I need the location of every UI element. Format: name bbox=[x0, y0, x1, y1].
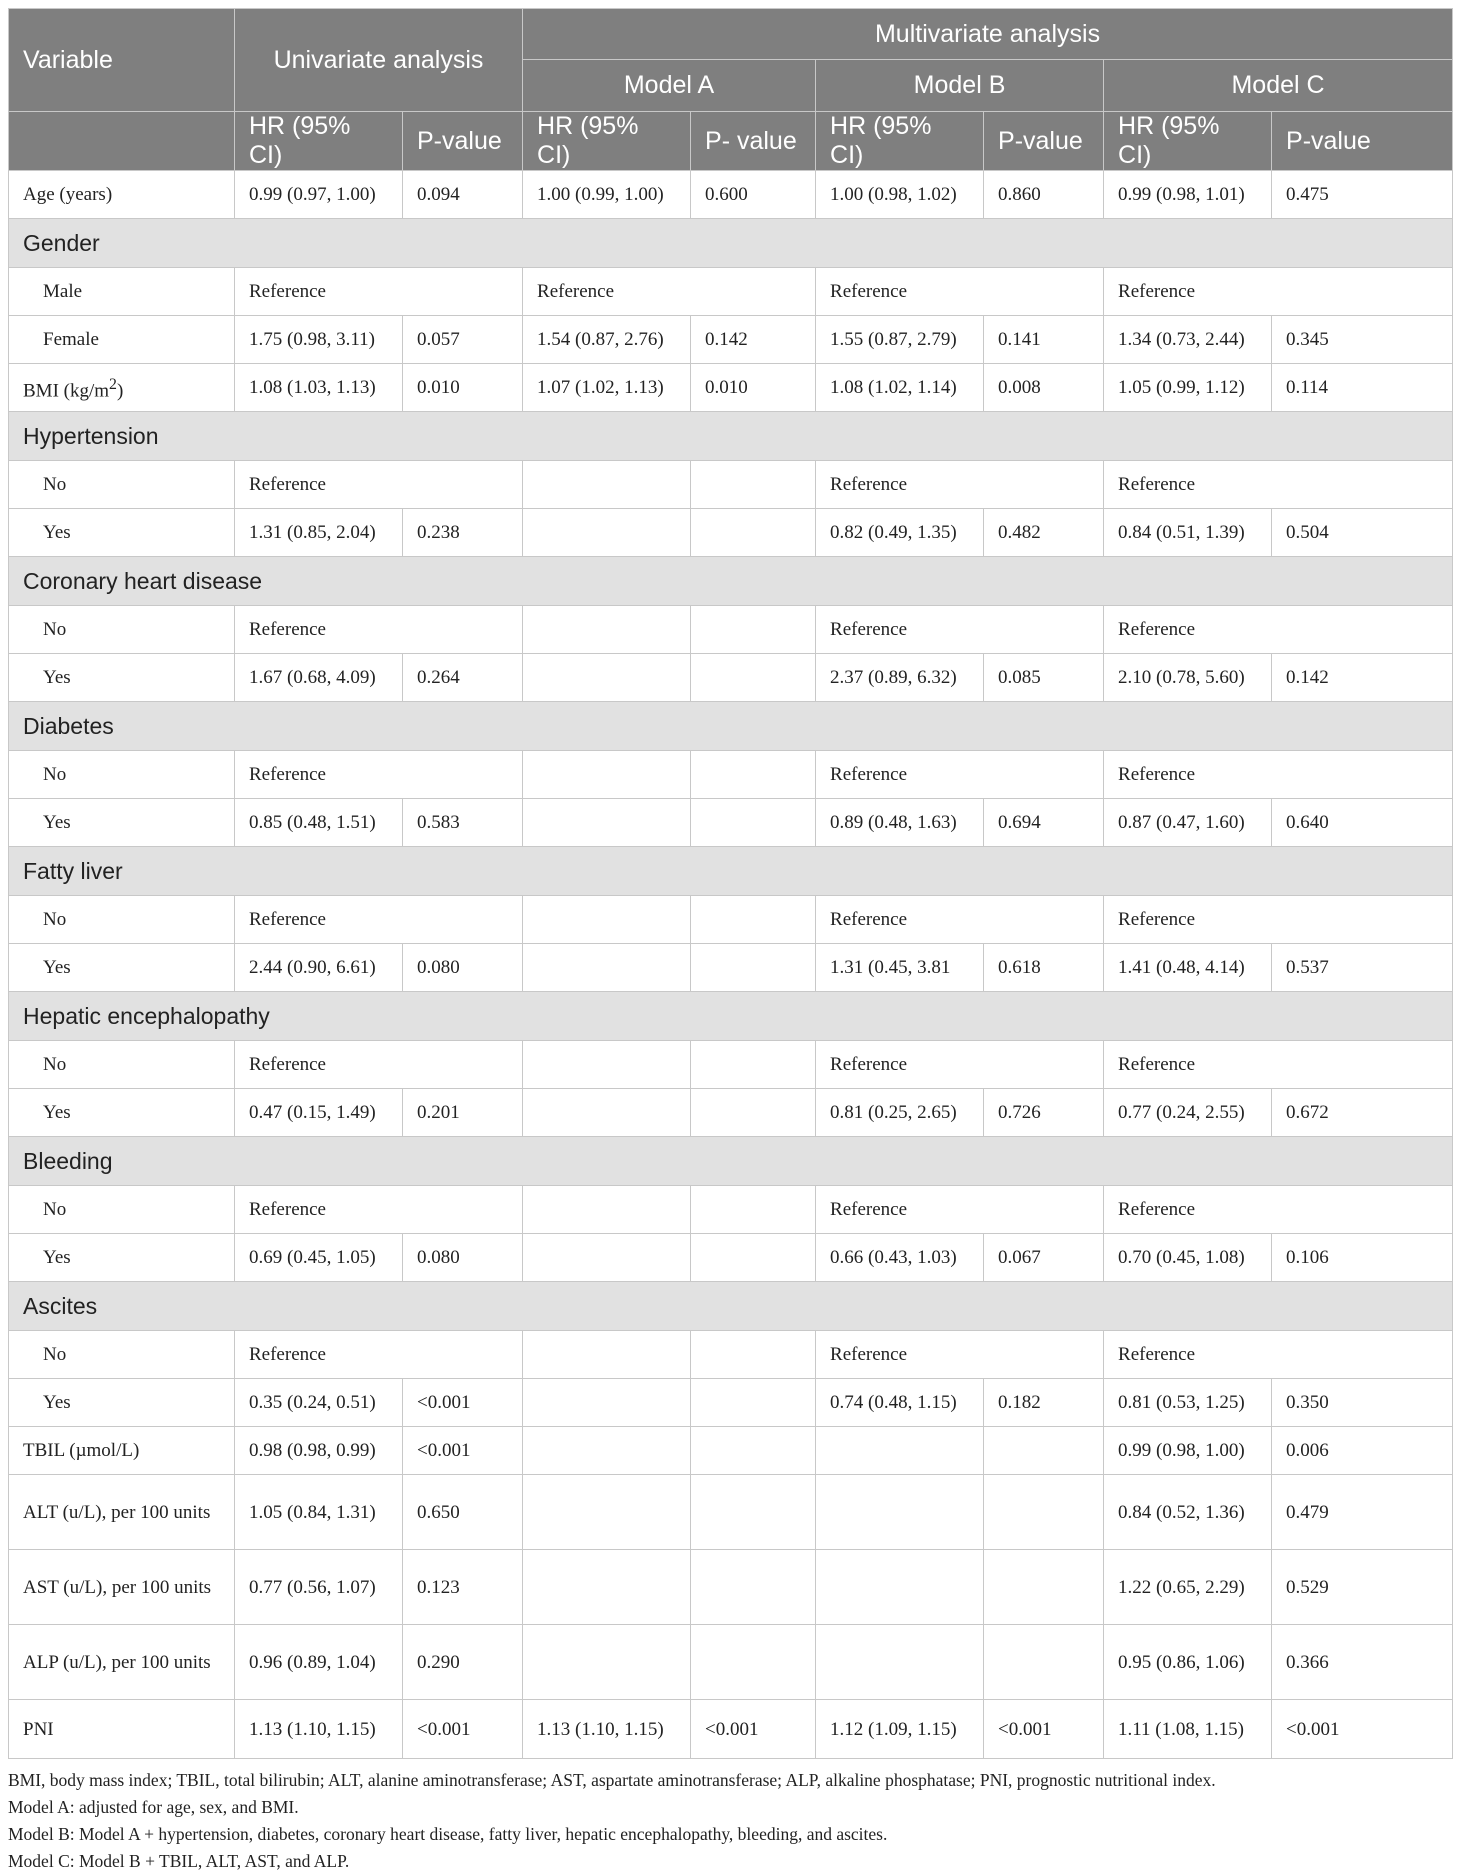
cell: 0.479 bbox=[1272, 1475, 1453, 1550]
cell bbox=[816, 1625, 984, 1700]
cell: 0.475 bbox=[1272, 171, 1453, 219]
table-row bbox=[9, 364, 1453, 412]
cell: Reference bbox=[235, 268, 523, 316]
cell: 0.080 bbox=[403, 1234, 523, 1282]
cell: 0.182 bbox=[984, 1379, 1104, 1427]
cell: 1.05 (0.84, 1.31) bbox=[235, 1475, 403, 1550]
cell-label: No bbox=[9, 751, 235, 799]
group-row bbox=[9, 702, 1453, 751]
cell-label: TBIL (µmol/L) bbox=[9, 1427, 235, 1475]
cell bbox=[523, 944, 691, 992]
cell bbox=[523, 1234, 691, 1282]
cell: 0.006 bbox=[1272, 1427, 1453, 1475]
cell bbox=[691, 654, 816, 702]
cell: 0.106 bbox=[1272, 1234, 1453, 1282]
cell: 0.82 (0.49, 1.35) bbox=[816, 509, 984, 557]
group-label: Bleeding bbox=[9, 1137, 1453, 1186]
cell: 0.010 bbox=[691, 364, 816, 412]
cell-label: Female bbox=[9, 316, 235, 364]
table-row bbox=[9, 268, 1453, 316]
cell-label: Yes bbox=[9, 654, 235, 702]
table-row bbox=[9, 461, 1453, 509]
cell bbox=[691, 1475, 816, 1550]
cell: Reference bbox=[235, 896, 523, 944]
cell: Reference bbox=[816, 896, 1104, 944]
cell bbox=[984, 1625, 1104, 1700]
cell bbox=[523, 606, 691, 654]
cell: 0.77 (0.24, 2.55) bbox=[1104, 1089, 1272, 1137]
cell: 1.12 (1.09, 1.15) bbox=[816, 1700, 984, 1759]
cell-label: Yes bbox=[9, 1234, 235, 1282]
group-row bbox=[9, 219, 1453, 268]
cell bbox=[691, 751, 816, 799]
table-row bbox=[9, 509, 1453, 557]
cell bbox=[984, 1550, 1104, 1625]
cell-label: Yes bbox=[9, 1089, 235, 1137]
cell bbox=[523, 1186, 691, 1234]
cell: Reference bbox=[1104, 1041, 1453, 1089]
cell: 0.89 (0.48, 1.63) bbox=[816, 799, 984, 847]
cell: 0.74 (0.48, 1.15) bbox=[816, 1379, 984, 1427]
cell: 2.44 (0.90, 6.61) bbox=[235, 944, 403, 992]
cell bbox=[984, 1475, 1104, 1550]
cell: 1.13 (1.10, 1.15) bbox=[235, 1700, 403, 1759]
header-model-b: Model B bbox=[816, 60, 1104, 112]
table-container bbox=[8, 8, 1452, 1875]
cell: Reference bbox=[235, 606, 523, 654]
cell: <0.001 bbox=[403, 1379, 523, 1427]
cell: <0.001 bbox=[1272, 1700, 1453, 1759]
cell: Reference bbox=[1104, 1331, 1453, 1379]
cell: Reference bbox=[1104, 461, 1453, 509]
cell: 1.67 (0.68, 4.09) bbox=[235, 654, 403, 702]
cell: 0.87 (0.47, 1.60) bbox=[1104, 799, 1272, 847]
cell: 1.22 (0.65, 2.29) bbox=[1104, 1550, 1272, 1625]
cell: 0.81 (0.25, 2.65) bbox=[816, 1089, 984, 1137]
footnote-model-a: Model A: adjusted for age, sex, and BMI. bbox=[8, 1797, 299, 1817]
cell: 1.41 (0.48, 4.14) bbox=[1104, 944, 1272, 992]
cell: 1.11 (1.08, 1.15) bbox=[1104, 1700, 1272, 1759]
table-row bbox=[9, 316, 1453, 364]
cell-label: AST (u/L), per 100 units bbox=[9, 1550, 235, 1625]
cell: 0.77 (0.56, 1.07) bbox=[235, 1550, 403, 1625]
header-multivariate: Multivariate analysis bbox=[523, 9, 1453, 60]
header-variable: Variable bbox=[9, 9, 235, 112]
header-model-a: Model A bbox=[523, 60, 816, 112]
header-blank bbox=[9, 112, 235, 171]
cell: 0.504 bbox=[1272, 509, 1453, 557]
cell bbox=[523, 1475, 691, 1550]
table-header bbox=[9, 9, 1453, 171]
cell: 0.84 (0.52, 1.36) bbox=[1104, 1475, 1272, 1550]
cell-label: No bbox=[9, 1331, 235, 1379]
cell bbox=[691, 1550, 816, 1625]
table-row bbox=[9, 171, 1453, 219]
cell: 0.640 bbox=[1272, 799, 1453, 847]
cell bbox=[816, 1550, 984, 1625]
cell: 0.094 bbox=[403, 171, 523, 219]
cell-label: No bbox=[9, 1186, 235, 1234]
cell bbox=[523, 1041, 691, 1089]
cell bbox=[691, 461, 816, 509]
cell: 0.35 (0.24, 0.51) bbox=[235, 1379, 403, 1427]
cell bbox=[691, 1234, 816, 1282]
cell: Reference bbox=[1104, 1186, 1453, 1234]
table-body bbox=[9, 171, 1453, 1759]
group-label: Coronary heart disease bbox=[9, 557, 1453, 606]
cell: 0.95 (0.86, 1.06) bbox=[1104, 1625, 1272, 1700]
cell bbox=[691, 1186, 816, 1234]
cell: 1.13 (1.10, 1.15) bbox=[523, 1700, 691, 1759]
cell: 0.482 bbox=[984, 509, 1104, 557]
table-row bbox=[9, 1625, 1453, 1700]
cell-label: Yes bbox=[9, 799, 235, 847]
table-row bbox=[9, 606, 1453, 654]
cell: 0.583 bbox=[403, 799, 523, 847]
cell bbox=[523, 1550, 691, 1625]
cell-label: ALP (u/L), per 100 units bbox=[9, 1625, 235, 1700]
cell: 0.84 (0.51, 1.39) bbox=[1104, 509, 1272, 557]
cell: 1.08 (1.03, 1.13) bbox=[235, 364, 403, 412]
footnote-abbreviations: BMI, body mass index; TBIL, total bilirubin; ALT, alanine aminotransferase; AST, aspartate aminotransferase; ALP, alkaline phosphatase; PNI, prognostic nutritional index. bbox=[8, 1770, 1216, 1790]
cell-label: No bbox=[9, 606, 235, 654]
cell: 1.34 (0.73, 2.44) bbox=[1104, 316, 1272, 364]
cell: <0.001 bbox=[403, 1700, 523, 1759]
table-row bbox=[9, 1700, 1453, 1759]
header-col: HR (95% CI) bbox=[816, 112, 984, 171]
cell-label: ALT (u/L), per 100 units bbox=[9, 1475, 235, 1550]
cell: 0.650 bbox=[403, 1475, 523, 1550]
cell bbox=[691, 944, 816, 992]
cell: 1.00 (0.99, 1.00) bbox=[523, 171, 691, 219]
cell: 1.75 (0.98, 3.11) bbox=[235, 316, 403, 364]
cell: Reference bbox=[1104, 896, 1453, 944]
cell: Reference bbox=[1104, 751, 1453, 799]
cell bbox=[691, 1379, 816, 1427]
cell bbox=[523, 509, 691, 557]
cell: 0.70 (0.45, 1.08) bbox=[1104, 1234, 1272, 1282]
header-col: HR (95% CI) bbox=[1104, 112, 1272, 171]
cell: <0.001 bbox=[984, 1700, 1104, 1759]
group-row bbox=[9, 847, 1453, 896]
cell: 0.141 bbox=[984, 316, 1104, 364]
cell: Reference bbox=[816, 606, 1104, 654]
bmi-label-tail: ) bbox=[116, 380, 124, 402]
table-row bbox=[9, 654, 1453, 702]
cell: 1.31 (0.45, 3.81 bbox=[816, 944, 984, 992]
cell-label: No bbox=[9, 461, 235, 509]
cell bbox=[523, 799, 691, 847]
cell-label: Yes bbox=[9, 509, 235, 557]
cell: 0.618 bbox=[984, 944, 1104, 992]
cell bbox=[691, 896, 816, 944]
cell bbox=[984, 1427, 1104, 1475]
cell: Reference bbox=[523, 268, 816, 316]
cell: 0.69 (0.45, 1.05) bbox=[235, 1234, 403, 1282]
cell bbox=[523, 654, 691, 702]
cell: 0.142 bbox=[1272, 654, 1453, 702]
cell: 0.008 bbox=[984, 364, 1104, 412]
cell: Reference bbox=[235, 1186, 523, 1234]
group-label: Hypertension bbox=[9, 412, 1453, 461]
cell bbox=[523, 1427, 691, 1475]
cell: Reference bbox=[235, 751, 523, 799]
cell: Reference bbox=[816, 1186, 1104, 1234]
cell bbox=[691, 1625, 816, 1700]
cell-label bbox=[9, 364, 235, 412]
cell: 0.067 bbox=[984, 1234, 1104, 1282]
cell: 0.529 bbox=[1272, 1550, 1453, 1625]
cell: 0.726 bbox=[984, 1089, 1104, 1137]
cell: 0.600 bbox=[691, 171, 816, 219]
cell: <0.001 bbox=[691, 1700, 816, 1759]
cell: 1.54 (0.87, 2.76) bbox=[523, 316, 691, 364]
bmi-superscript: 2 bbox=[109, 375, 117, 393]
cell: 0.345 bbox=[1272, 316, 1453, 364]
table-footnotes bbox=[8, 1767, 1452, 1875]
cell: Reference bbox=[816, 751, 1104, 799]
cell bbox=[691, 1089, 816, 1137]
cell bbox=[523, 896, 691, 944]
cell bbox=[691, 509, 816, 557]
cell bbox=[523, 461, 691, 509]
table-row bbox=[9, 1186, 1453, 1234]
cell: Reference bbox=[816, 268, 1104, 316]
group-label: Diabetes bbox=[9, 702, 1453, 751]
cell: 1.05 (0.99, 1.12) bbox=[1104, 364, 1272, 412]
cell bbox=[691, 1331, 816, 1379]
cell: 1.31 (0.85, 2.04) bbox=[235, 509, 403, 557]
cell bbox=[816, 1475, 984, 1550]
group-row bbox=[9, 992, 1453, 1041]
results-table bbox=[8, 8, 1453, 1759]
group-row bbox=[9, 412, 1453, 461]
cell-label: Age (years) bbox=[9, 171, 235, 219]
cell bbox=[691, 1041, 816, 1089]
group-row bbox=[9, 1137, 1453, 1186]
cell bbox=[523, 1089, 691, 1137]
cell: Reference bbox=[1104, 606, 1453, 654]
cell: Reference bbox=[235, 1041, 523, 1089]
cell bbox=[523, 1379, 691, 1427]
cell: 2.37 (0.89, 6.32) bbox=[816, 654, 984, 702]
cell: 0.114 bbox=[1272, 364, 1453, 412]
cell: 0.96 (0.89, 1.04) bbox=[235, 1625, 403, 1700]
cell-label: No bbox=[9, 1041, 235, 1089]
header-univariate: Univariate analysis bbox=[235, 9, 523, 112]
header-col: P- value bbox=[691, 112, 816, 171]
header-col: P-value bbox=[1272, 112, 1453, 171]
cell: Reference bbox=[816, 1331, 1104, 1379]
cell: <0.001 bbox=[403, 1427, 523, 1475]
group-row bbox=[9, 557, 1453, 606]
cell bbox=[691, 799, 816, 847]
cell: 0.47 (0.15, 1.49) bbox=[235, 1089, 403, 1137]
cell: 1.08 (1.02, 1.14) bbox=[816, 364, 984, 412]
cell: Reference bbox=[235, 1331, 523, 1379]
cell bbox=[523, 751, 691, 799]
footnote-model-c: Model C: Model B + TBIL, ALT, AST, and ALP. bbox=[8, 1851, 350, 1871]
group-label: Fatty liver bbox=[9, 847, 1453, 896]
cell: 0.350 bbox=[1272, 1379, 1453, 1427]
cell: 0.99 (0.98, 1.00) bbox=[1104, 1427, 1272, 1475]
cell: 0.99 (0.97, 1.00) bbox=[235, 171, 403, 219]
cell-label: PNI bbox=[9, 1700, 235, 1759]
cell: Reference bbox=[1104, 268, 1453, 316]
group-label: Ascites bbox=[9, 1282, 1453, 1331]
cell bbox=[523, 1625, 691, 1700]
cell: 0.672 bbox=[1272, 1089, 1453, 1137]
cell: 0.99 (0.98, 1.01) bbox=[1104, 171, 1272, 219]
table-row bbox=[9, 1379, 1453, 1427]
cell: 0.85 (0.48, 1.51) bbox=[235, 799, 403, 847]
cell: 0.860 bbox=[984, 171, 1104, 219]
cell: 0.085 bbox=[984, 654, 1104, 702]
cell: 0.537 bbox=[1272, 944, 1453, 992]
cell bbox=[691, 606, 816, 654]
cell: 0.057 bbox=[403, 316, 523, 364]
cell-label: Yes bbox=[9, 944, 235, 992]
cell bbox=[691, 1427, 816, 1475]
cell: 1.55 (0.87, 2.79) bbox=[816, 316, 984, 364]
table-row bbox=[9, 799, 1453, 847]
table-row bbox=[9, 944, 1453, 992]
table-row bbox=[9, 1331, 1453, 1379]
table-row bbox=[9, 1041, 1453, 1089]
table-row bbox=[9, 1234, 1453, 1282]
header-col: P-value bbox=[984, 112, 1104, 171]
table-row bbox=[9, 1089, 1453, 1137]
table-row bbox=[9, 751, 1453, 799]
table-row bbox=[9, 1427, 1453, 1475]
table-row bbox=[9, 1550, 1453, 1625]
table-row bbox=[9, 896, 1453, 944]
header-col: P-value bbox=[403, 112, 523, 171]
cell: 0.366 bbox=[1272, 1625, 1453, 1700]
table-row bbox=[9, 1475, 1453, 1550]
cell: 1.00 (0.98, 1.02) bbox=[816, 171, 984, 219]
cell: 0.66 (0.43, 1.03) bbox=[816, 1234, 984, 1282]
header-col: HR (95% CI) bbox=[235, 112, 403, 171]
cell: Reference bbox=[235, 461, 523, 509]
cell: 0.123 bbox=[403, 1550, 523, 1625]
header-col: HR (95% CI) bbox=[523, 112, 691, 171]
cell-label: Male bbox=[9, 268, 235, 316]
cell: Reference bbox=[816, 461, 1104, 509]
group-row bbox=[9, 1282, 1453, 1331]
cell: 1.07 (1.02, 1.13) bbox=[523, 364, 691, 412]
cell bbox=[523, 1331, 691, 1379]
header-model-c: Model C bbox=[1104, 60, 1453, 112]
cell: 0.264 bbox=[403, 654, 523, 702]
cell: 0.010 bbox=[403, 364, 523, 412]
cell-label: No bbox=[9, 896, 235, 944]
cell: 0.238 bbox=[403, 509, 523, 557]
bmi-label: BMI (kg/m bbox=[23, 380, 110, 402]
cell: 0.98 (0.98, 0.99) bbox=[235, 1427, 403, 1475]
cell: Reference bbox=[816, 1041, 1104, 1089]
cell: 0.142 bbox=[691, 316, 816, 364]
cell: 2.10 (0.78, 5.60) bbox=[1104, 654, 1272, 702]
group-label: Gender bbox=[9, 219, 1453, 268]
cell: 0.201 bbox=[403, 1089, 523, 1137]
cell: 0.81 (0.53, 1.25) bbox=[1104, 1379, 1272, 1427]
group-label: Hepatic encephalopathy bbox=[9, 992, 1453, 1041]
cell: 0.080 bbox=[403, 944, 523, 992]
footnote-model-b: Model B: Model A + hypertension, diabetes, coronary heart disease, fatty liver, hepatic encephalopathy, bleeding, and ascites. bbox=[8, 1824, 888, 1844]
cell-label: Yes bbox=[9, 1379, 235, 1427]
cell bbox=[816, 1427, 984, 1475]
cell: 0.290 bbox=[403, 1625, 523, 1700]
cell: 0.694 bbox=[984, 799, 1104, 847]
